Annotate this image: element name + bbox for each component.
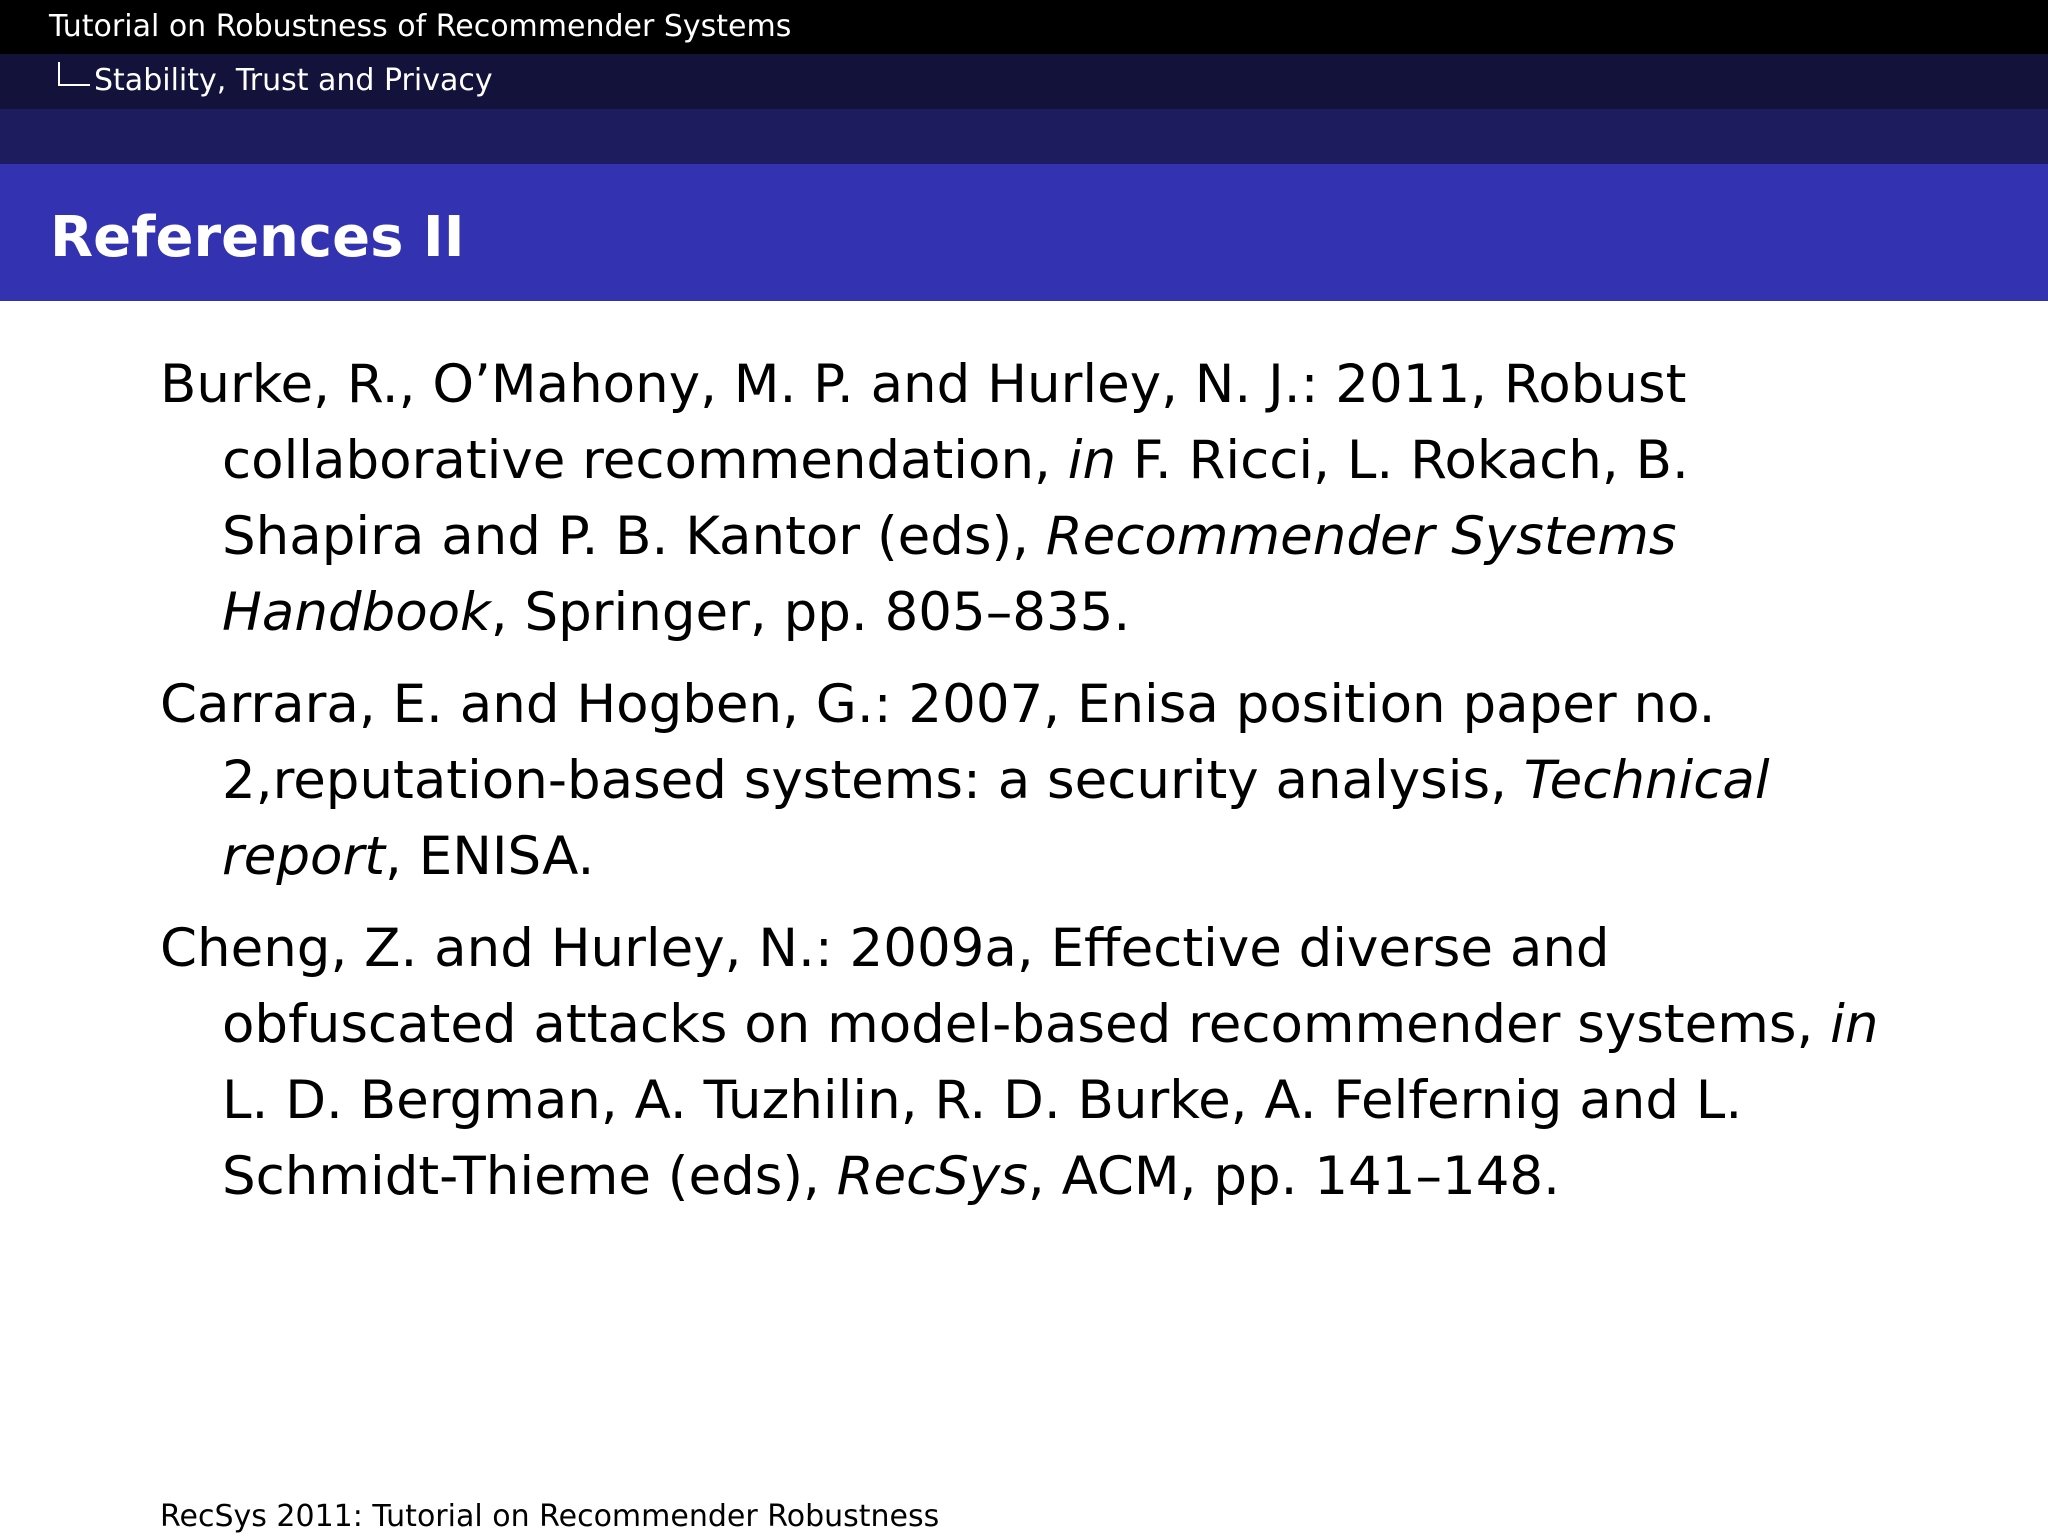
subsection-bar	[0, 109, 2048, 164]
reference-venue: Recommender Systems Handbook	[222, 506, 1677, 643]
reference-item	[160, 911, 1900, 1215]
reference-tail: , ENISA.	[385, 826, 595, 887]
reference-item	[160, 667, 1900, 895]
reference-item	[160, 347, 1900, 651]
reference-editors: F. Ricci, L. Rokach, B. Shapira and P. B. Kantor (eds),	[222, 430, 1689, 567]
reference-list	[160, 347, 1900, 1231]
footer-text: RecSys 2011: Tutorial on Recommender Robustness	[160, 1499, 940, 1534]
section-title: Stability, Trust and Privacy	[94, 63, 493, 98]
reference-text: Carrara, E. and Hogben, G.: 2007, Enisa position paper no. 2,reputation-based systems: a security analysis,	[160, 674, 1716, 811]
reference-in: in	[1830, 994, 1879, 1055]
presentation-title: Tutorial on Robustness of Recommender Systems	[49, 9, 792, 44]
reference-in: in	[1067, 430, 1117, 491]
reference-text: Burke, R., O’Mahony, M. P. and Hurley, N. J.: 2011, Robust collaborative recommendation,	[160, 354, 1687, 491]
reference-editors: L. D. Bergman, A. Tuzhilin, R. D. Burke, A. Felfernig and L. Schmidt-Thieme (eds),	[222, 1070, 1743, 1207]
reference-text: Cheng, Z. and Hurley, N.: 2009a, Effective diverse and obfuscated attacks on model-based recommender systems,	[160, 918, 1831, 1055]
reference-tail: , ACM, pp. 141–148.	[1027, 1146, 1561, 1207]
frame-title: References II	[50, 205, 465, 270]
reference-tail: , Springer, pp. 805–835.	[490, 582, 1131, 643]
reference-venue: RecSys	[836, 1146, 1028, 1207]
header-bar	[0, 0, 2048, 54]
tree-connector-icon	[58, 62, 90, 86]
reference-venue: Technical report	[222, 750, 1770, 887]
